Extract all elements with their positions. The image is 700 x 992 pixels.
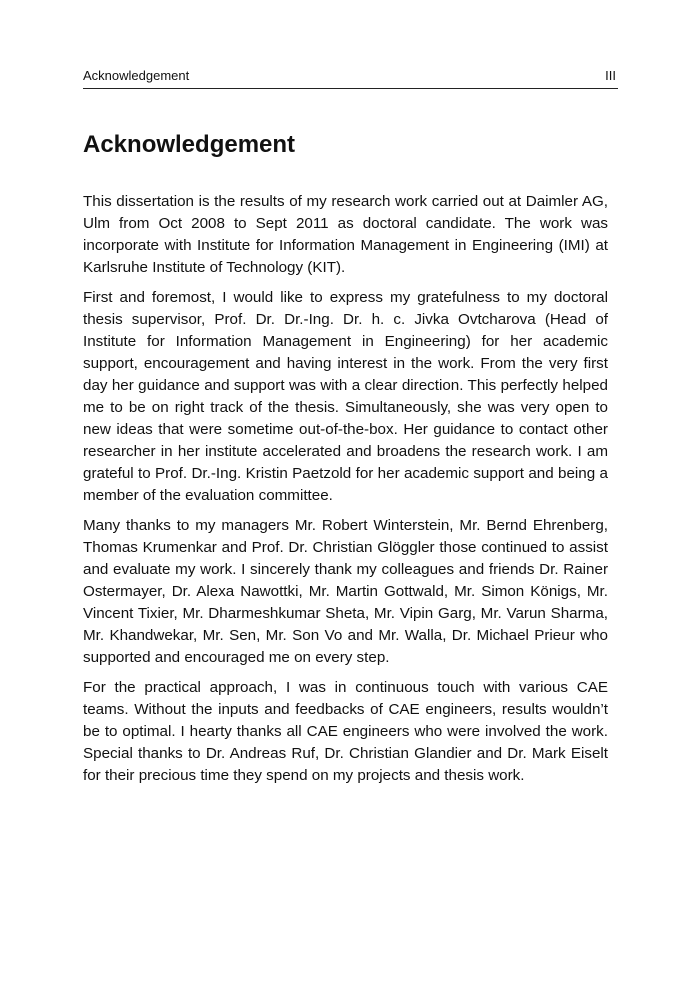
running-header [83, 66, 618, 89]
page-number: III [605, 68, 616, 83]
chapter-title: Acknowledgement [83, 131, 296, 158]
paragraph: First and foremost, I would like to express my gratefulness to my doctoral thesis supervisor, Prof. Dr. Dr.-Ing. Dr. h. c. Jivka Ovtcharova (Head of Institute for Information Management in Engineering) for her academic support, encouragement and having interest in the work. From the very first day her guidance and support was with a clear direction. This perfectly helped me to be on right track of the thesis. Simultaneously, she was very open to new ideas that were sometime out-of-the-box. Her guidance to contact other researcher in her institute accelerated and broadens the research work. I am grateful to Prof. Dr.-Ing. Kristin Paetzold for her academic support and being a member of the evaluation committee. [83, 289, 608, 504]
paragraph: For the practical approach, I was in continuous touch with various CAE teams. Without the inputs and feedbacks of CAE engineers, results wouldn’t be to optimal. I hearty thanks all CAE engineers who were involved the work. Special thanks to Dr. Andreas Ruf, Dr. Christian Glandier and Dr. Mark Eiselt for their precious time they spend on my projects and thesis work. [83, 679, 608, 784]
paragraph: Many thanks to my managers Mr. Robert Winterstein, Mr. Bernd Ehrenberg, Thomas Krumenkar and Prof. Dr. Christian Glöggler those continued to assist and evaluate my work. I sincerely thank my colleagues and friends Dr. Rainer Ostermayer, Dr. Alexa Nawottki, Mr. Martin Gottwald, Mr. Simon Königs, Mr. Vincent Tixier, Mr. Dharmeshkumar Sheta, Mr. Vipin Garg, Mr. Varun Sharma, Mr. Khandwekar, Mr. Sen, Mr. Son Vo and Mr. Walla, Dr. Michael Prieur who supported and encouraged me on every step. [83, 517, 608, 666]
body-text [83, 191, 608, 795]
paragraph: This dissertation is the results of my research work carried out at Daimler AG, Ulm from Oct 2008 to Sept 2011 as doctoral candidate. The work was incorporate with Institute for Information Management in Engineering (IMI) at Karlsruhe Institute of Technology (KIT). [83, 193, 608, 276]
running-header-title: Acknowledgement [83, 68, 190, 83]
